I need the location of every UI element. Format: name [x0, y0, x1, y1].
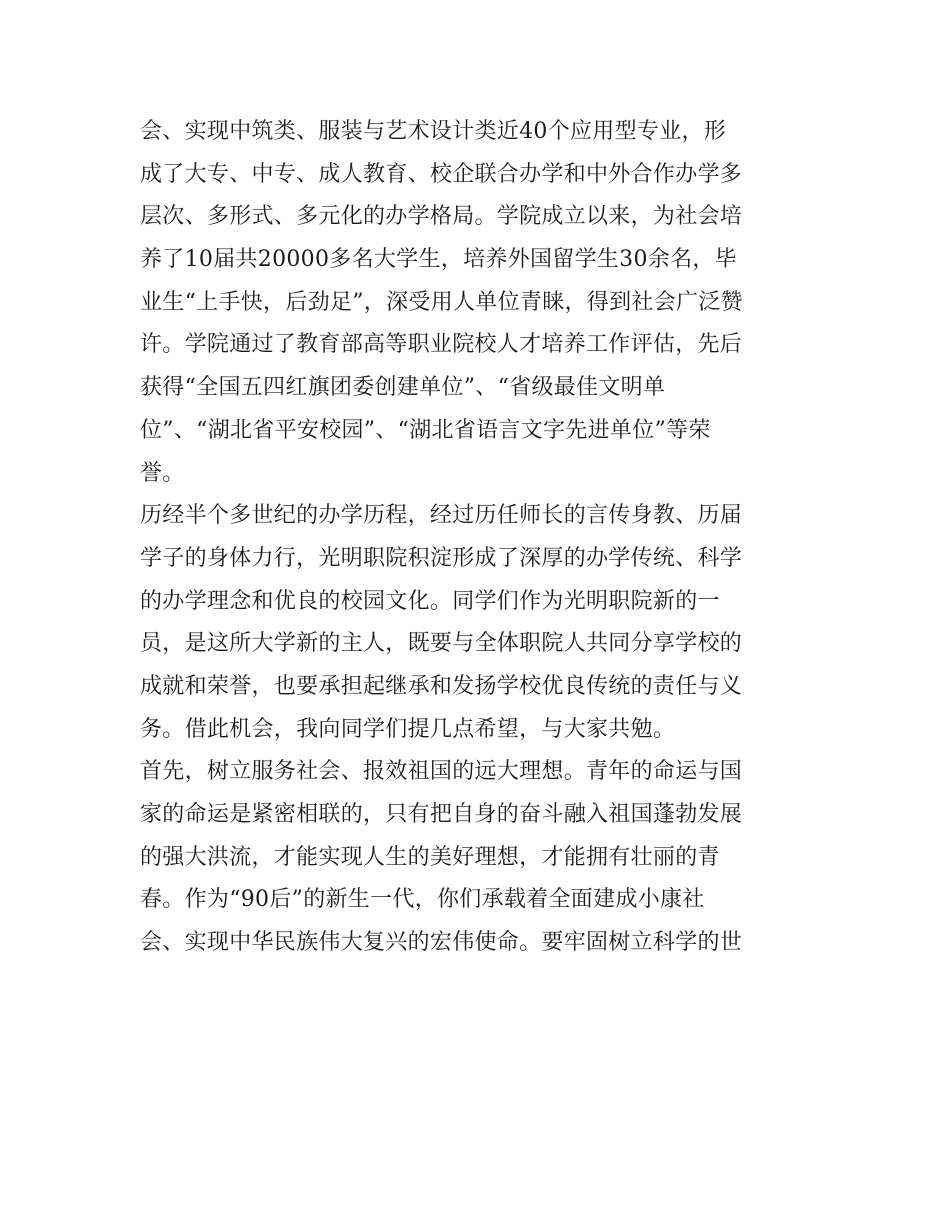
text-line: 员，是这所大学新的主人，既要与全体职院人共同分享学校的 [140, 631, 743, 657]
text-line: 位”、“湖北省平安校园”、“湖北省语言文字先进单位”等荣 [140, 417, 711, 443]
text-line: 成了大专、中专、成人教育、校企联合办学和中外合作办学多 [140, 161, 743, 187]
text-line: 会、实现中筑类、服装与艺术设计类近40个应用型专业，形 [140, 119, 727, 144]
text-line: 业生“上手快，后劲足”，深受用人单位青睐，得到社会广泛赞 [140, 289, 743, 315]
text-line: 养了10届共20000多名大学生，培养外国留学生30余名，毕 [140, 247, 737, 273]
text-line: 首先，树立服务社会、报效祖国的远大理想。青年的命运与国 [140, 759, 743, 785]
text-line: 会、实现中华民族伟大复兴的宏伟使命。要牢固树立科学的世 [140, 930, 743, 956]
text-line: 春。作为“90后”的新生一代，你们承载着全面建成小康社 [140, 887, 705, 913]
text-line: 许。学院通过了教育部高等职业院校人才培养工作评估，先后 [140, 332, 743, 358]
text-line: 获得“全国五四红旗团委创建单位”、“省级最佳文明单 [140, 375, 666, 401]
text-line: 誉。 [140, 460, 185, 486]
text-line: 学子的身体力行，光明职院积淀形成了深厚的办学传统、科学 [140, 545, 743, 571]
body-text [140, 112, 820, 966]
text-line: 历经半个多世纪的办学历程，经过历任师长的言传身教、历届 [140, 503, 743, 529]
text-line: 务。借此机会，我向同学们提几点希望，与大家共勉。 [140, 716, 676, 742]
text-line: 成就和荣誉，也要承担起继承和发扬学校优良传统的责任与义 [140, 673, 743, 699]
text-line: 家的命运是紧密相联的，只有把自身的奋斗融入祖国蓬勃发展 [140, 802, 743, 827]
text-line: 的强大洪流，才能实现人生的美好理想，才能拥有壮丽的青 [140, 844, 720, 870]
text-line: 层次、多形式、多元化的办学格局。学院成立以来，为社会培 [140, 204, 743, 230]
text-line: 的办学理念和优良的校园文化。同学们作为光明职院新的一 [140, 588, 720, 614]
